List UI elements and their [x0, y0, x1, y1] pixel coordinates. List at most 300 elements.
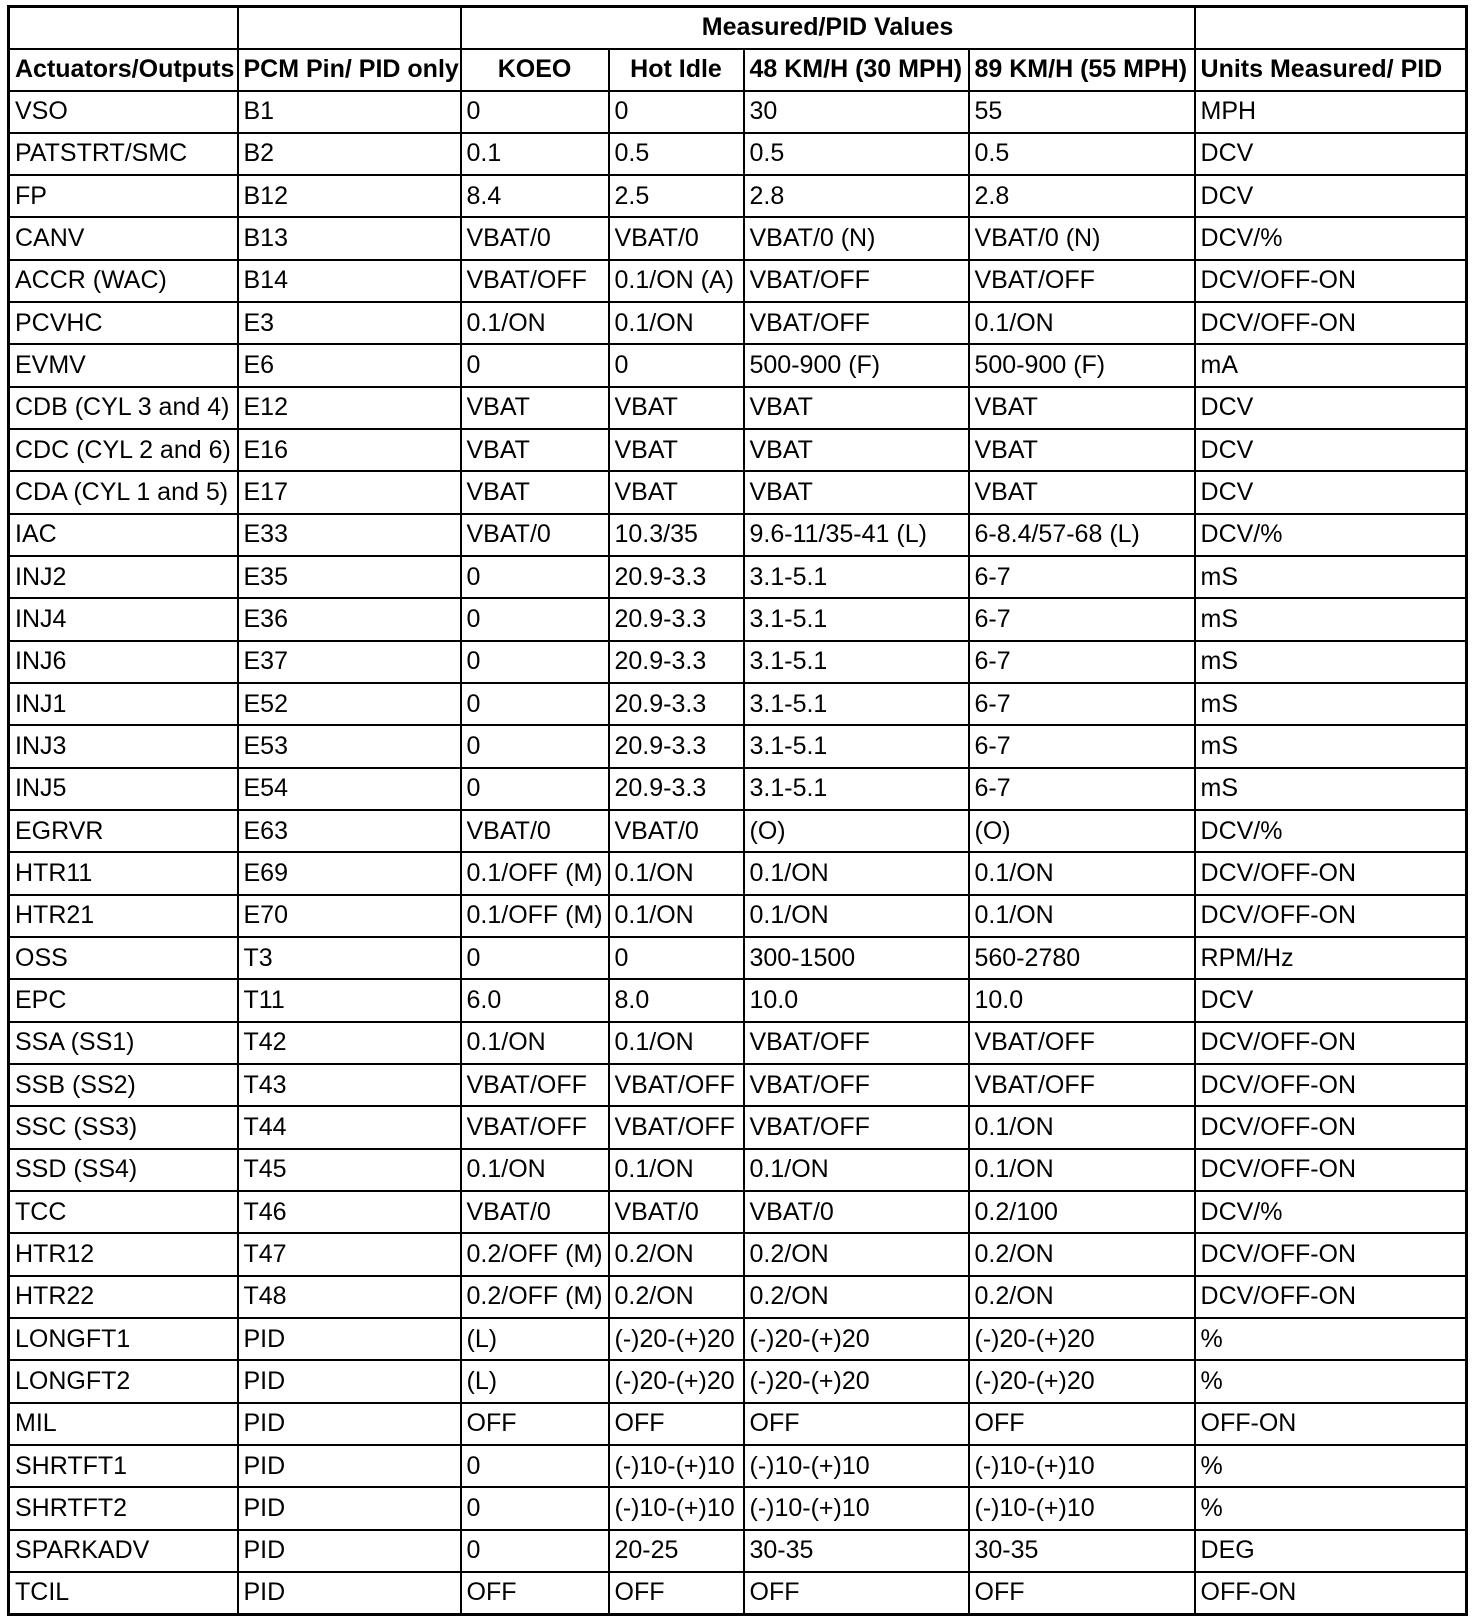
table-row	[9, 895, 1467, 937]
table-body	[9, 91, 1467, 1615]
hot-idle-cell: VBAT	[609, 387, 744, 429]
speed-89-cell: 0.2/ON	[969, 1276, 1195, 1318]
koeo-cell: 0	[461, 344, 609, 386]
units-cell: mS	[1195, 641, 1467, 683]
group-header-row	[9, 7, 1467, 49]
actuator-cell: SHRTFT1	[9, 1445, 238, 1487]
actuator-cell: CDC (CYL 2 and 6)	[9, 429, 238, 471]
speed-48-cell: 3.1-5.1	[744, 725, 969, 767]
units-cell: mS	[1195, 768, 1467, 810]
koeo-cell: 0	[461, 1487, 609, 1529]
pcm-pin-cell: E12	[238, 387, 461, 429]
speed-89-cell: (O)	[969, 810, 1195, 852]
units-cell: DCV/%	[1195, 217, 1467, 259]
table-row	[9, 1106, 1467, 1148]
pcm-pin-cell: E36	[238, 598, 461, 640]
speed-89-cell: (-)20-(+)20	[969, 1360, 1195, 1402]
actuator-cell: INJ5	[9, 768, 238, 810]
units-cell: mA	[1195, 344, 1467, 386]
koeo-cell: 0	[461, 641, 609, 683]
speed-89-cell: 6-7	[969, 768, 1195, 810]
pcm-pin-cell: E3	[238, 302, 461, 344]
pcm-pin-cell: PID	[238, 1530, 461, 1572]
speed-48-cell: VBAT/0	[744, 1191, 969, 1233]
table-row	[9, 302, 1467, 344]
column-header-89kmh: 89 KM/H (55 MPH)	[969, 49, 1195, 91]
speed-89-cell: (-)10-(+)10	[969, 1445, 1195, 1487]
table-row	[9, 1064, 1467, 1106]
speed-48-cell: 2.8	[744, 175, 969, 217]
hot-idle-cell: OFF	[609, 1403, 744, 1445]
table-row	[9, 1530, 1467, 1572]
blank-header-cell	[9, 7, 238, 49]
table-row	[9, 471, 1467, 513]
table-row	[9, 260, 1467, 302]
speed-48-cell: VBAT/OFF	[744, 1106, 969, 1148]
speed-48-cell: OFF	[744, 1403, 969, 1445]
speed-48-cell: VBAT/0 (N)	[744, 217, 969, 259]
actuator-cell: SSC (SS3)	[9, 1106, 238, 1148]
table-row	[9, 1445, 1467, 1487]
units-cell: DCV/OFF-ON	[1195, 1064, 1467, 1106]
koeo-cell: 0	[461, 598, 609, 640]
pcm-pin-cell: B2	[238, 133, 461, 175]
koeo-cell: VBAT/0	[461, 514, 609, 556]
actuator-cell: IAC	[9, 514, 238, 556]
table-row	[9, 683, 1467, 725]
speed-48-cell: 10.0	[744, 979, 969, 1021]
speed-89-cell: VBAT/OFF	[969, 1022, 1195, 1064]
hot-idle-cell: 0.1/ON	[609, 852, 744, 894]
koeo-cell: VBAT/OFF	[461, 1064, 609, 1106]
hot-idle-cell: 0	[609, 344, 744, 386]
units-cell: DCV	[1195, 471, 1467, 513]
speed-89-cell: VBAT/0 (N)	[969, 217, 1195, 259]
actuator-cell: VSO	[9, 91, 238, 133]
speed-48-cell: VBAT/OFF	[744, 302, 969, 344]
pcm-pin-cell: PID	[238, 1360, 461, 1402]
pcm-pin-cell: B14	[238, 260, 461, 302]
units-cell: DCV/%	[1195, 1191, 1467, 1233]
speed-89-cell: 0.1/ON	[969, 1149, 1195, 1191]
pcm-pin-cell: B1	[238, 91, 461, 133]
pcm-pin-cell: B13	[238, 217, 461, 259]
speed-48-cell: 30	[744, 91, 969, 133]
speed-89-cell: 6-7	[969, 725, 1195, 767]
hot-idle-cell: VBAT/0	[609, 217, 744, 259]
koeo-cell: 6.0	[461, 979, 609, 1021]
pcm-pin-cell: E52	[238, 683, 461, 725]
units-cell: DCV/OFF-ON	[1195, 1233, 1467, 1275]
table-row	[9, 91, 1467, 133]
units-cell: OFF-ON	[1195, 1403, 1467, 1445]
speed-48-cell: (O)	[744, 810, 969, 852]
koeo-cell: 0	[461, 725, 609, 767]
speed-48-cell: 3.1-5.1	[744, 598, 969, 640]
actuator-cell: SSA (SS1)	[9, 1022, 238, 1064]
actuator-cell: SPARKADV	[9, 1530, 238, 1572]
actuator-cell: HTR22	[9, 1276, 238, 1318]
hot-idle-cell: VBAT/OFF	[609, 1106, 744, 1148]
actuator-cell: CDA (CYL 1 and 5)	[9, 471, 238, 513]
speed-89-cell: 0.1/ON	[969, 895, 1195, 937]
pcm-pin-cell: E54	[238, 768, 461, 810]
hot-idle-cell: 0	[609, 91, 744, 133]
pcm-pin-cell: T43	[238, 1064, 461, 1106]
actuator-cell: EGRVR	[9, 810, 238, 852]
column-header-row	[9, 49, 1467, 91]
hot-idle-cell: 0.5	[609, 133, 744, 175]
speed-89-cell: 6-7	[969, 556, 1195, 598]
koeo-cell: VBAT	[461, 471, 609, 513]
units-cell: DCV/%	[1195, 810, 1467, 852]
koeo-cell: VBAT/0	[461, 217, 609, 259]
table-row	[9, 979, 1467, 1021]
pcm-pin-cell: E17	[238, 471, 461, 513]
speed-48-cell: 0.2/ON	[744, 1233, 969, 1275]
hot-idle-cell: 0.1/ON	[609, 1149, 744, 1191]
speed-48-cell: (-)20-(+)20	[744, 1360, 969, 1402]
actuator-cell: HTR11	[9, 852, 238, 894]
column-header-actuators: Actuators/Outputs	[9, 49, 238, 91]
table-row	[9, 1318, 1467, 1360]
units-cell: RPM/Hz	[1195, 937, 1467, 979]
speed-48-cell: (-)10-(+)10	[744, 1445, 969, 1487]
pcm-pin-cell: E63	[238, 810, 461, 852]
table-row	[9, 1233, 1467, 1275]
actuator-cell: OSS	[9, 937, 238, 979]
speed-89-cell: 560-2780	[969, 937, 1195, 979]
units-cell: %	[1195, 1318, 1467, 1360]
table-row	[9, 1403, 1467, 1445]
speed-89-cell: 0.1/ON	[969, 1106, 1195, 1148]
units-cell: DCV/OFF-ON	[1195, 1022, 1467, 1064]
units-cell: DCV/OFF-ON	[1195, 302, 1467, 344]
hot-idle-cell: 0.1/ON (A)	[609, 260, 744, 302]
speed-89-cell: 0.5	[969, 133, 1195, 175]
speed-89-cell: (-)20-(+)20	[969, 1318, 1195, 1360]
units-cell: %	[1195, 1445, 1467, 1487]
table-row	[9, 217, 1467, 259]
pcm-pin-cell: T48	[238, 1276, 461, 1318]
speed-48-cell: 0.1/ON	[744, 895, 969, 937]
koeo-cell: 0.2/OFF (M)	[461, 1233, 609, 1275]
hot-idle-cell: VBAT/OFF	[609, 1064, 744, 1106]
blank-header-cell	[238, 7, 461, 49]
pcm-pin-cell: B12	[238, 175, 461, 217]
koeo-cell: 0.1/ON	[461, 1022, 609, 1064]
speed-89-cell: 0.1/ON	[969, 852, 1195, 894]
speed-48-cell: 30-35	[744, 1530, 969, 1572]
koeo-cell: (L)	[461, 1360, 609, 1402]
units-cell: DCV/%	[1195, 514, 1467, 556]
units-cell: mS	[1195, 598, 1467, 640]
pcm-pin-cell: PID	[238, 1487, 461, 1529]
koeo-cell: VBAT/0	[461, 810, 609, 852]
hot-idle-cell: (-)10-(+)10	[609, 1487, 744, 1529]
koeo-cell: 0	[461, 768, 609, 810]
table-row	[9, 556, 1467, 598]
table-row	[9, 1022, 1467, 1064]
speed-89-cell: 2.8	[969, 175, 1195, 217]
speed-48-cell: (-)20-(+)20	[744, 1318, 969, 1360]
speed-89-cell: OFF	[969, 1572, 1195, 1615]
koeo-cell: 0.2/OFF (M)	[461, 1276, 609, 1318]
actuator-cell: SHRTFT2	[9, 1487, 238, 1529]
pcm-pin-cell: E37	[238, 641, 461, 683]
hot-idle-cell: 0.2/ON	[609, 1276, 744, 1318]
actuator-cell: INJ6	[9, 641, 238, 683]
pcm-pin-cell: T45	[238, 1149, 461, 1191]
speed-48-cell: 9.6-11/35-41 (L)	[744, 514, 969, 556]
column-header-units: Units Measured/ PID	[1195, 49, 1467, 91]
koeo-cell: OFF	[461, 1572, 609, 1615]
koeo-cell: 0	[461, 937, 609, 979]
koeo-cell: 0.1	[461, 133, 609, 175]
units-cell: mS	[1195, 556, 1467, 598]
hot-idle-cell: 0.2/ON	[609, 1233, 744, 1275]
pcm-pin-cell: T46	[238, 1191, 461, 1233]
hot-idle-cell: VBAT/0	[609, 810, 744, 852]
hot-idle-cell: 0	[609, 937, 744, 979]
table-row	[9, 1149, 1467, 1191]
units-cell: DCV/OFF-ON	[1195, 1149, 1467, 1191]
pcm-pin-cell: T42	[238, 1022, 461, 1064]
pcm-pin-cell: PID	[238, 1403, 461, 1445]
speed-48-cell: 0.2/ON	[744, 1276, 969, 1318]
speed-89-cell: 10.0	[969, 979, 1195, 1021]
actuator-cell: FP	[9, 175, 238, 217]
speed-48-cell: 300-1500	[744, 937, 969, 979]
speed-48-cell: VBAT	[744, 471, 969, 513]
koeo-cell: VBAT/0	[461, 1191, 609, 1233]
koeo-cell: 0.1/ON	[461, 302, 609, 344]
koeo-cell: VBAT	[461, 429, 609, 471]
hot-idle-cell: (-)20-(+)20	[609, 1360, 744, 1402]
table-row	[9, 133, 1467, 175]
koeo-cell: VBAT/OFF	[461, 260, 609, 302]
pcm-pin-cell: PID	[238, 1572, 461, 1615]
actuator-cell: HTR21	[9, 895, 238, 937]
pcm-pin-cell: E6	[238, 344, 461, 386]
actuator-cell: INJ4	[9, 598, 238, 640]
koeo-cell: 0	[461, 556, 609, 598]
table-row	[9, 1487, 1467, 1529]
actuator-cell: EPC	[9, 979, 238, 1021]
hot-idle-cell: 20.9-3.3	[609, 641, 744, 683]
speed-48-cell: VBAT	[744, 387, 969, 429]
hot-idle-cell: 10.3/35	[609, 514, 744, 556]
speed-48-cell: 3.1-5.1	[744, 556, 969, 598]
speed-89-cell: OFF	[969, 1403, 1195, 1445]
table-row	[9, 344, 1467, 386]
units-cell: mS	[1195, 683, 1467, 725]
hot-idle-cell: VBAT/0	[609, 1191, 744, 1233]
speed-89-cell: 6-8.4/57-68 (L)	[969, 514, 1195, 556]
hot-idle-cell: (-)20-(+)20	[609, 1318, 744, 1360]
units-cell: DCV	[1195, 133, 1467, 175]
table-row	[9, 1191, 1467, 1233]
pcm-pin-cell: T11	[238, 979, 461, 1021]
pid-values-table	[7, 5, 1468, 1616]
pcm-pin-cell: E33	[238, 514, 461, 556]
hot-idle-cell: 20.9-3.3	[609, 725, 744, 767]
actuator-cell: CANV	[9, 217, 238, 259]
speed-48-cell: VBAT/OFF	[744, 260, 969, 302]
speed-48-cell: (-)10-(+)10	[744, 1487, 969, 1529]
pcm-pin-cell: E70	[238, 895, 461, 937]
table-header	[9, 7, 1467, 91]
actuator-cell: TCC	[9, 1191, 238, 1233]
table-row	[9, 852, 1467, 894]
table-row	[9, 725, 1467, 767]
speed-89-cell: 30-35	[969, 1530, 1195, 1572]
speed-89-cell: 0.1/ON	[969, 302, 1195, 344]
koeo-cell: VBAT	[461, 387, 609, 429]
speed-48-cell: VBAT/OFF	[744, 1022, 969, 1064]
units-cell: DCV/OFF-ON	[1195, 852, 1467, 894]
koeo-cell: 0	[461, 1530, 609, 1572]
koeo-cell: VBAT/OFF	[461, 1106, 609, 1148]
actuator-cell: LONGFT2	[9, 1360, 238, 1402]
actuator-cell: LONGFT1	[9, 1318, 238, 1360]
table-row	[9, 1360, 1467, 1402]
blank-header-cell	[1195, 7, 1467, 49]
actuator-cell: PATSTRT/SMC	[9, 133, 238, 175]
speed-48-cell: 500-900 (F)	[744, 344, 969, 386]
table-row	[9, 1276, 1467, 1318]
units-cell: DCV	[1195, 979, 1467, 1021]
hot-idle-cell: OFF	[609, 1572, 744, 1615]
units-cell: DCV	[1195, 175, 1467, 217]
pcm-pin-cell: E16	[238, 429, 461, 471]
column-header-hot-idle: Hot Idle	[609, 49, 744, 91]
hot-idle-cell: 20.9-3.3	[609, 556, 744, 598]
column-header-48kmh: 48 KM/H (30 MPH)	[744, 49, 969, 91]
speed-89-cell: VBAT/OFF	[969, 260, 1195, 302]
units-cell: %	[1195, 1360, 1467, 1402]
pcm-pin-cell: E69	[238, 852, 461, 894]
pid-values-table-container	[7, 5, 1465, 1616]
speed-48-cell: 3.1-5.1	[744, 768, 969, 810]
units-cell: DCV/OFF-ON	[1195, 1106, 1467, 1148]
actuator-cell: MIL	[9, 1403, 238, 1445]
koeo-cell: 0	[461, 683, 609, 725]
speed-89-cell: (-)10-(+)10	[969, 1487, 1195, 1529]
units-cell: mS	[1195, 725, 1467, 767]
table-row	[9, 1572, 1467, 1615]
hot-idle-cell: 20.9-3.3	[609, 598, 744, 640]
hot-idle-cell: VBAT	[609, 429, 744, 471]
units-cell: MPH	[1195, 91, 1467, 133]
speed-89-cell: VBAT	[969, 429, 1195, 471]
actuator-cell: SSB (SS2)	[9, 1064, 238, 1106]
actuator-cell: ACCR (WAC)	[9, 260, 238, 302]
speed-89-cell: 0.2/100	[969, 1191, 1195, 1233]
table-row	[9, 598, 1467, 640]
hot-idle-cell: 2.5	[609, 175, 744, 217]
table-row	[9, 175, 1467, 217]
koeo-cell: OFF	[461, 1403, 609, 1445]
table-row	[9, 810, 1467, 852]
units-cell: %	[1195, 1487, 1467, 1529]
units-cell: DCV/OFF-ON	[1195, 260, 1467, 302]
units-cell: DCV/OFF-ON	[1195, 895, 1467, 937]
pcm-pin-cell: PID	[238, 1318, 461, 1360]
speed-48-cell: 3.1-5.1	[744, 683, 969, 725]
speed-48-cell: OFF	[744, 1572, 969, 1615]
speed-48-cell: 0.1/ON	[744, 852, 969, 894]
koeo-cell: 0.1/OFF (M)	[461, 852, 609, 894]
koeo-cell: 0.1/ON	[461, 1149, 609, 1191]
hot-idle-cell: 0.1/ON	[609, 895, 744, 937]
speed-89-cell: VBAT	[969, 387, 1195, 429]
actuator-cell: INJ2	[9, 556, 238, 598]
units-cell: DCV	[1195, 429, 1467, 471]
koeo-cell: 0.1/OFF (M)	[461, 895, 609, 937]
actuator-cell: CDB (CYL 3 and 4)	[9, 387, 238, 429]
hot-idle-cell: (-)10-(+)10	[609, 1445, 744, 1487]
pcm-pin-cell: T3	[238, 937, 461, 979]
column-header-pcm-pin: PCM Pin/ PID only	[238, 49, 461, 91]
table-row	[9, 429, 1467, 471]
units-cell: OFF-ON	[1195, 1572, 1467, 1615]
table-row	[9, 641, 1467, 683]
koeo-cell: 0	[461, 1445, 609, 1487]
units-cell: DCV	[1195, 387, 1467, 429]
table-row	[9, 514, 1467, 556]
actuator-cell: INJ1	[9, 683, 238, 725]
speed-89-cell: 6-7	[969, 641, 1195, 683]
koeo-cell: 0	[461, 91, 609, 133]
table-row	[9, 387, 1467, 429]
speed-48-cell: 0.5	[744, 133, 969, 175]
table-row	[9, 768, 1467, 810]
actuator-cell: TCIL	[9, 1572, 238, 1615]
hot-idle-cell: 20.9-3.3	[609, 768, 744, 810]
pcm-pin-cell: PID	[238, 1445, 461, 1487]
koeo-cell: 8.4	[461, 175, 609, 217]
pcm-pin-cell: T44	[238, 1106, 461, 1148]
speed-48-cell: VBAT	[744, 429, 969, 471]
pcm-pin-cell: E53	[238, 725, 461, 767]
units-cell: DEG	[1195, 1530, 1467, 1572]
table-row	[9, 937, 1467, 979]
hot-idle-cell: 8.0	[609, 979, 744, 1021]
pcm-pin-cell: E35	[238, 556, 461, 598]
speed-48-cell: 0.1/ON	[744, 1149, 969, 1191]
measured-pid-values-header: Measured/PID Values	[461, 7, 1195, 49]
speed-89-cell: 500-900 (F)	[969, 344, 1195, 386]
speed-89-cell: 6-7	[969, 683, 1195, 725]
hot-idle-cell: 20.9-3.3	[609, 683, 744, 725]
speed-48-cell: 3.1-5.1	[744, 641, 969, 683]
koeo-cell: (L)	[461, 1318, 609, 1360]
hot-idle-cell: 0.1/ON	[609, 302, 744, 344]
actuator-cell: EVMV	[9, 344, 238, 386]
speed-89-cell: VBAT/OFF	[969, 1064, 1195, 1106]
column-header-koeo: KOEO	[461, 49, 609, 91]
hot-idle-cell: 0.1/ON	[609, 1022, 744, 1064]
actuator-cell: INJ3	[9, 725, 238, 767]
speed-48-cell: VBAT/OFF	[744, 1064, 969, 1106]
pcm-pin-cell: T47	[238, 1233, 461, 1275]
actuator-cell: PCVHC	[9, 302, 238, 344]
speed-89-cell: 6-7	[969, 598, 1195, 640]
speed-89-cell: 0.2/ON	[969, 1233, 1195, 1275]
hot-idle-cell: VBAT	[609, 471, 744, 513]
hot-idle-cell: 20-25	[609, 1530, 744, 1572]
